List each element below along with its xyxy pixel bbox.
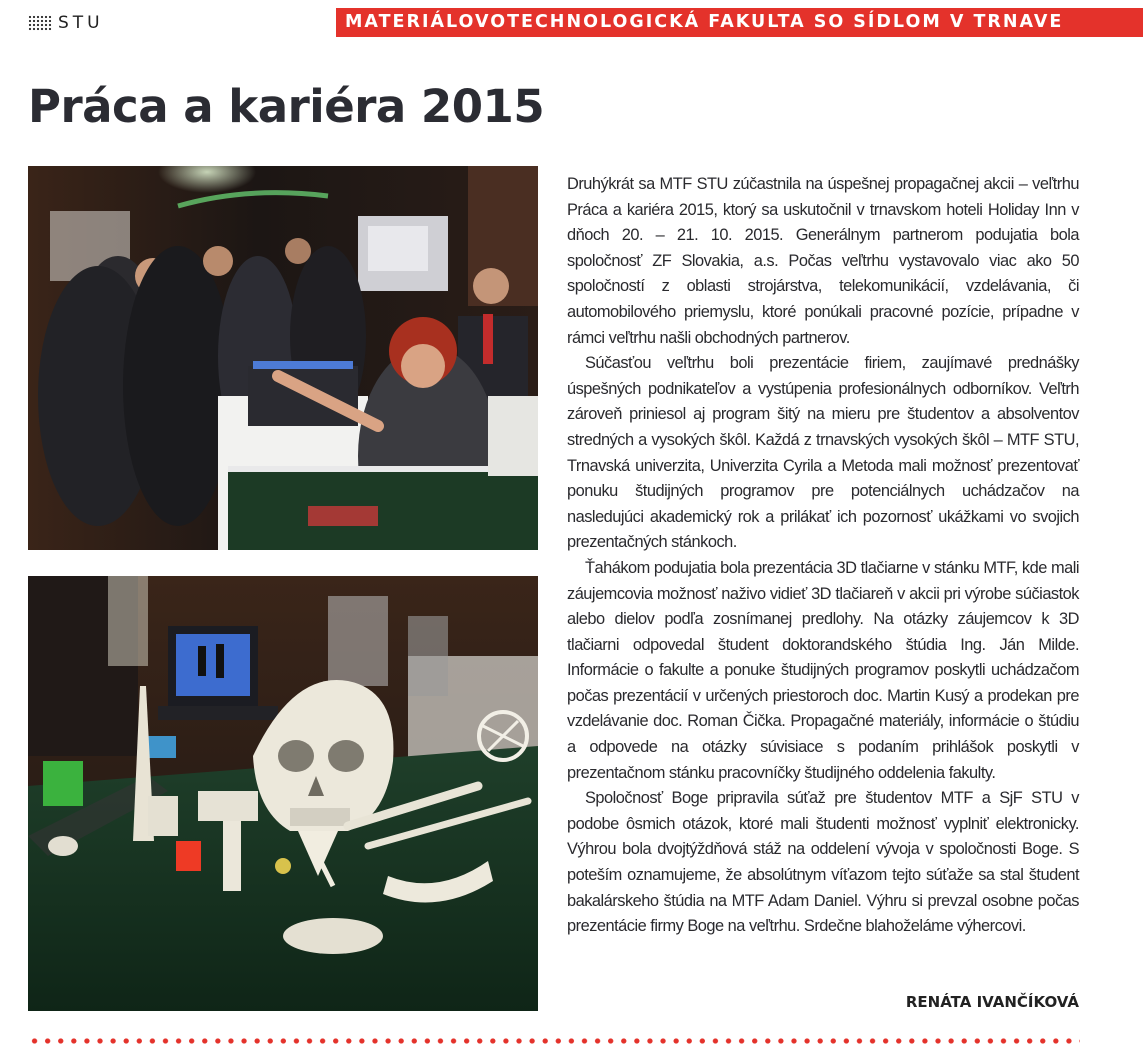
article-paragraph: Druhýkrát sa MTF STU zúčastnila na úspešnej propagačnej akcii – veľtrhu Práca a kariéra 2015, ktorý sa uskutočnil v trnavskom hoteli Holiday Inn v dňoch 20. – 21. 10. 2015. Generálnym partnerom podujatia bola spoločnosť ZF Slovakia, a.s. Počas veľtrhu vystavovalo viac ako 50 spoločností z oblasti strojárstva, telekomunikácií, vzdelávania, či automobilového priemyslu, ktoré ponúkali pracovné pozície, prípadne v rámci veľtrhu našli obchodných partnerov. — [567, 175, 1079, 347]
article-paragraph: Súčasťou veľtrhu boli prezentácie firiem, zaujímavé prednášky úspešných podnikateľov a vystúpenia profesionálnych odborníkov. Veľtrh zároveň priniesol aj program šitý na mieru pre študentov a absolventov stredných a vysokých škôl. Každá z trnavských vysokých škôl – MTF STU, Trnavská univerzita, Univerzita Cyrila a Metoda mali možnosť prezentovať ponuku študijných programov pre potenciálnych uchádzačov na nasledujúci akademický rok a prilákať ich pozornosť ukážkami vo svojich prezentačných stánkoch. — [567, 354, 1079, 552]
stu-logo — [28, 12, 104, 34]
footer-dotted-divider — [28, 1036, 1080, 1046]
job-fair-crowd-photo — [28, 166, 538, 550]
faculty-banner: MATERIÁLOVOTECHNOLOGICKÁ FAKULTA SO SÍDLOM V TRNAVE — [336, 8, 1143, 37]
article-paragraph: Ťahákom podujatia bola prezentácia 3D tlačiarne v stánku MTF, kde mali záujemcovia možnosť naživo vidieť 3D tlačiareň v akcii pri výrobe súčiastok alebo dielov podľa zosnímanej predlohy. Na otázky záujemcov k 3D tlačiarni odpovedal študent doktorandského štúdia Ing. Ján Milde. Informácie o fakulte a ponuke študijných programov poskytli uchádzačom počas prezentácií v určených priestoroch doc. Martin Kusý a prodekan pre vzdelávanie doc. Roman Čička. Propagačné materiály, informácie o štúdiu a odpovede na otázky súvisiace s podaním prihlášok poskytli v prezentačnom stánku pracovníčky študijného oddelenia fakulty. — [567, 558, 1079, 782]
article-title: Práca a kariéra 2015 — [28, 80, 545, 133]
logo-text: STU — [58, 13, 104, 33]
article-body — [567, 172, 1079, 940]
logo-dots-icon — [28, 15, 52, 31]
3d-printed-objects-photo — [28, 576, 538, 1011]
article-author: RENÁTA IVANČÍKOVÁ — [905, 993, 1079, 1011]
article-paragraph: Spoločnosť Boge pripravila súťaž pre študentov MTF a SjF STU v podobe ôsmich otázok, ktoré mali študenti možnosť vyplniť elektronicky. Výhrou bola dvojtýždňová stáž na oddelení vývoja v spoločnosti Boge. S poteším oznamujeme, že absolútnym víťazom tejto súťaže sa stal študent bakalárskeho štúdia na MTF Adam Daniel. Výhru si prevzal osobne počas prezentácie firmy Boge na veľtrhu. Srdečne blahoželáme výhercovi. — [567, 789, 1079, 936]
